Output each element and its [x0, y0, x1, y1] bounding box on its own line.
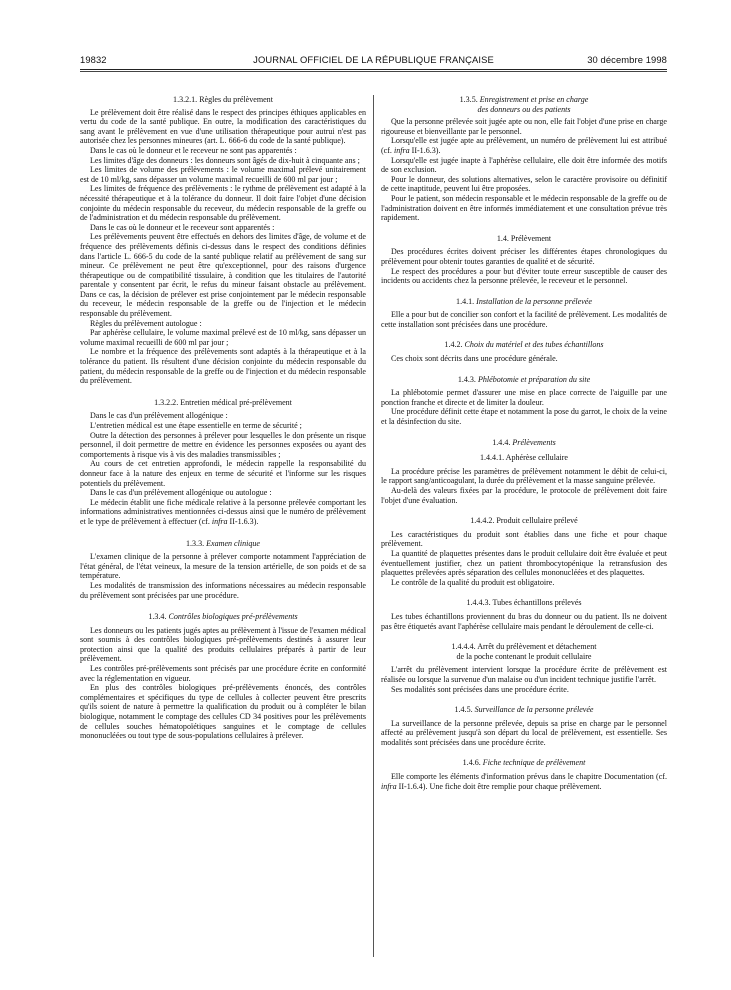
section-heading: 1.4.1. Installation de la personne prélevée [456, 296, 592, 306]
paragraph: Le médecin établit une fiche médicale relative à la personne prélevée comportant les informations administratives mentionnées ci-dessus ainsi que le numéro de prélèvement et le type de prélèvement à effectuer (cf. infra II-1.6.3). [80, 497, 366, 526]
paragraph: Le respect des procédures a pour but d'éviter toute erreur susceptible de causer des incidents ou accidents chez la personne prélevée, le receveur et le personnel. [381, 266, 667, 286]
section-heading: 1.4.4. Prélèvements [492, 437, 556, 447]
paragraph: Les contrôles pré-prélèvements sont précisés par une procédure écrite en conformité avec la réglementation en vigueur. [80, 664, 366, 683]
paragraph: En plus des contrôles biologiques pré-prélèvements énoncés, des contrôles complémentaires et spécifiques du type de cellules à collecter peuvent être prescrits qu'ils soient de nature à permettre la qualification du produit ou à compléter le bilan biologique, notamment le comptage des cellules CD 34 positives pour les prélèvements de cellules souches hématopoïétiques sanguines et le comptage de cellules mononucléées ou tout type de sous-populations cellulaires à prélever. [80, 683, 366, 741]
paragraph: Dans le cas où le donneur et le receveur ne sont pas apparentés : [90, 145, 297, 155]
section-heading: 1.4.6. Fiche technique de prélèvement [462, 758, 586, 768]
section-heading: 1.4.3. Phlébotomie et préparation du site [457, 374, 591, 384]
paragraph: Pour le donneur, des solutions alternatives, selon le caractère provisoire ou définitif de cette inaptitude, peuvent lui être proposées. [381, 174, 667, 194]
left-column [80, 95, 366, 741]
section-heading: 1.4.5. Surveillance de la personne prélevée [454, 705, 594, 715]
paragraph: Des procédures écrites doivent préciser les différentes étapes chronologiques du prélèvement pour obtenir toutes garanties de qualité et de sécurité. [381, 247, 667, 266]
paragraph: La surveillance de la personne prélevée, depuis sa prise en charge par le personnel affecté au prélèvement jusqu'à son départ du local de prélèvement, est essentielle. Ses modalités sont précisées dans une procédure écrite. [381, 718, 667, 747]
paragraph: Pour le patient, son médecin responsable et le médecin responsable de la greffe ou de l'administration doivent en être informés immédiatement et une consultation prévue très rapidement. [381, 193, 667, 223]
section-heading: 1.3.5. Enregistrement et prise en charge des donneurs ou des patients [459, 95, 589, 114]
paragraph: Les tubes échantillons proviennent du bras du donneur ou du patient. Ils ne doivent pas être étiquetés avant l'aphérèse cellulaire mais pendant le déroulement de celle-ci. [381, 611, 667, 631]
paragraph: Une procédure définit cette étape et notamment la pose du garrot, le choix de la veine et la désinfection du site. [381, 407, 667, 427]
paragraph: Les limites de fréquence des prélèvements : le rythme de prélèvement est adapté à la nécessité thérapeutique et à la tolérance du donneur. Il doit faire l'objet d'une décision conjointe du médecin responsable du receveur, du médecin responsable de la greffe ou de l'administration et du médecin responsable du prélèvement. [80, 184, 366, 223]
paragraph: L'examen clinique de la personne à prélever comporte notamment l'appréciation de l'état général, de l'état veineux, la mesure de la tension artérielle, de son poids et de sa température. [80, 552, 366, 581]
paragraph: La phlébotomie permet d'assurer une mise en place correcte de l'aiguille par une ponction franche et directe et de limiter la douleur. [381, 388, 667, 407]
paragraph: Dans le cas où le donneur et le receveur sont apparentés : [90, 222, 275, 232]
paragraph: Le nombre et la fréquence des prélèvements sont adaptés à la thérapeutique et à la tolérance du patient. Ils résultent d'une décision conjointe du médecin responsable du patient, du médecin responsable de la greffe ou de l'injection et du médecin responsable du prélèvement. [80, 347, 366, 386]
paragraph: Lorsqu'elle est jugée inapte à l'aphérèse cellulaire, elle doit être informée des motifs de son exclusion. [381, 155, 667, 175]
section-heading: 1.4.4.3. Tubes échantillons prélevés [466, 598, 582, 608]
section-heading: 1.4. Prélèvement [496, 233, 552, 243]
paragraph: Les modalités de transmission des informations nécessaires au médecin responsable du prélèvement sont précisées par une procédure. [80, 580, 366, 600]
paragraph: L'arrêt du prélèvement intervient lorsque la procédure écrite de prélèvement est réalisée ou lorsque la survenue d'un malaise ou d'un incident technique justifie l'arrêt. [381, 665, 667, 684]
paragraph: Les limites de volume des prélèvements : le volume maximal prélevé unitairement est de 10 ml/kg, sans dépasser un volume maximal recueilli de 600 ml par jour ; [80, 165, 366, 184]
paragraph: Les prélèvements peuvent être effectués en dehors des limites d'âge, de volume et de fréquence des prélèvements définis ci-dessus dans le respect des conditions définies dans l'article L. 666-5 du code de la santé publique relatif au prélèvement de sang sur mineur. Ce prélèvement ne peut être qu'exceptionnel, pour des raisons d'urgence thérapeutique ou de compatibilité tissulaire, à condition que les titulaires de l'autorité parentale y consentent par écrit, le refus du mineur faisant obstacle au prélèvement. Dans ce cas, la décision de prélever est prise conjointement par le médecin responsable du receveur, le médecin responsable de la greffe ou de l'injection et le médecin responsable du prélèvement. [80, 232, 366, 319]
paragraph: Dans le cas d'un prélèvement allogénique : [90, 411, 228, 421]
section-heading: 1.4.4.2. Produit cellulaire prélevé [470, 516, 578, 526]
paragraph: L'entretien médical est une étape essentielle en terme de sécurité ; [90, 421, 302, 430]
section-heading: 1.3.2.1. Règles du prélèvement [173, 95, 273, 104]
page-number: 19832 [80, 54, 107, 65]
header-rule [80, 69, 667, 70]
publication-date: 30 décembre 1998 [587, 54, 667, 65]
paragraph: Outre la détection des personnes à prélever pour lesquelles le don présente un risque personnel, il doit permettre de mettre en évidence les personnes exposées ou ayant des comportements à risque vis à vis des maladies transmissibles ; [80, 430, 366, 459]
page-header [80, 54, 667, 68]
header-rule-thin [80, 71, 667, 72]
paragraph: Dans le cas d'un prélèvement allogénique ou autologue : [90, 488, 272, 498]
section-heading: 1.3.2.2. Entretien médical pré-prélèvement [154, 397, 292, 407]
column-separator [373, 95, 374, 957]
paragraph: La quantité de plaquettes présentes dans le produit cellulaire doit être évaluée et peut éventuellement justifier, chez un patient thrombocytopénique la retransfusion des plaquettes prélevées après séparation des cellules mononucléées et des plaquettes. [381, 548, 667, 578]
section-heading: 1.4.2. Choix du matériel et des tubes échantillons [444, 340, 604, 350]
paragraph: Elle a pour but de concilier son confort et la facilité de prélèvement. Les modalités de cette installation sont précisées dans une procédure. [381, 310, 667, 329]
paragraph: La procédure précise les paramètres de prélèvement notamment le débit de celui-ci, le rapport sang/anticoagulant, la durée du prélèvement et la masse sanguine prélevée. [381, 466, 667, 486]
paragraph: Au cours de cet entretien approfondi, le médecin rappelle la responsabilité du donneur face à la nature des enjeux en terme de sécurité et l'informe sur les risques potentiels du prélèvement. [80, 459, 366, 488]
section-heading: 1.4.4.1. Aphérèse cellulaire [479, 453, 569, 463]
paragraph: Le prélèvement doit être réalisé dans le respect des principes éthiques applicables en vertu du code de la santé publique. En outre, la modification des caractéristiques du sang avant le prélèvement en vue d'une utilisation thérapeutique pour autrui n'est pas autorisée chez les personnes mineures (art. L. 666-6 du code de la santé publique). [80, 107, 366, 146]
paragraph: Elle comporte les éléments d'information prévus dans le chapitre Documentation (cf. infra II-1.6.4). Une fiche doit être remplie pour chaque prélèvement. [381, 772, 667, 791]
right-column [381, 95, 667, 791]
paragraph: Les limites d'âge des donneurs : les donneurs sont âgés de dix-huit à cinquante ans ; [90, 155, 360, 165]
section-heading: 1.3.4. Contrôles biologiques pré-prélèvements [148, 612, 298, 622]
section-heading: 1.3.3. Examen clinique [186, 538, 260, 548]
paragraph: Les donneurs ou les patients jugés aptes au prélèvement à l'issue de l'examen médical sont soumis à des contrôles biologiques pré-prélèvements destinés à assurer leur protection ainsi que la qualité des produits cellulaires préparés à partir de leur prélèvement. [80, 625, 366, 664]
section-heading: 1.4.4.4. Arrêt du prélèvement et détachement de la poche contenant le produit cellulaire [451, 642, 597, 661]
paragraph: Que la personne prélevée soit jugée apte ou non, elle fait l'objet d'une prise en charge rigoureuse et bienveillante par le personnel. [381, 117, 667, 136]
journal-title: JOURNAL OFFICIEL DE LA RÉPUBLIQUE FRANÇAISE [253, 54, 494, 65]
paragraph: Ces choix sont décrits dans une procédure générale. [391, 354, 558, 364]
paragraph: Ses modalités sont précisées dans une procédure écrite. [391, 684, 569, 694]
paragraph: Lorsqu'elle est jugée apte au prélèvement, un numéro de prélèvement lui est attribué (cf. infra II-1.6.3). [381, 136, 667, 155]
paragraph: Au-delà des valeurs fixées par la procédure, le protocole de prélèvement doit faire l'objet d'une évaluation. [381, 486, 667, 505]
paragraph: Le contrôle de la qualité du produit est obligatoire. [391, 577, 555, 587]
paragraph: Règles du prélèvement autologue : [90, 318, 202, 328]
paragraph: Par aphérèse cellulaire, le volume maximal prélevé est de 10 ml/kg, sans dépasser un volume maximal recueilli de 600 ml par jour ; [80, 328, 366, 347]
paragraph: Les caractéristiques du produit sont établies dans une fiche et pour chaque prélèvement. [381, 529, 667, 549]
